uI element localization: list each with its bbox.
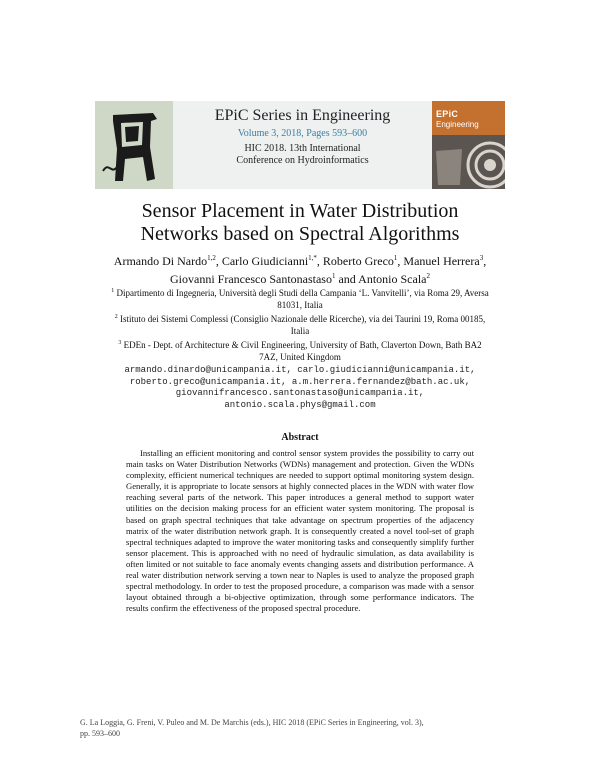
email-line[interactable]: roberto.greco@unicampania.it, a.m.herrera.fernandez@bath.ac.uk, [129, 376, 471, 387]
citation-footer [80, 717, 520, 739]
abstract-text: Installing an efficient monitoring and control sensor system provides the possibility to carry out main tasks on Water Distribution Networks (WDNs) management and protection. Given the WDNs complexity, efficient numerical techniques are needed to support optimal monitoring system design. Generally, it is appropriate to locate sensors at highly connected places in the WDN with water flow reaching several parts of the network. This paper introduces a general method to support water utilities on the decision making process for an efficient water system monitoring. The proposal is based on graph spectral techniques that take advantage on spectrum properties of the adjacency matrix of the water distribution network graph. It is consequently created a novel tool-set of graph spectral techniques adapted to improve the water monitoring tasks and consequently simplify further sensor placement. This is approached with no need of hydraulic simulation, as data availability is often limited or not suitable to face anomaly events changing assets and distribution performance. A real water distribution network serving a town near to Naples is used to analyze the proposed graph spectral methodology. In order to test the proposed procedure, a comparison was made with a sensor layout obtained through a bi-objective optimization, through some performance indicators. The results confirm the effectiveness of the proposed spectral procedure. [126, 448, 474, 614]
author-affiliation-mark: 3 [479, 254, 484, 262]
abstract-heading: Abstract [281, 432, 319, 443]
conference-name [175, 143, 430, 167]
affiliation-list [110, 286, 490, 364]
affiliation-text: Istituto dei Sistemi Complessi (Consiglio Nazionale delle Ricerche), via dei Taurini 19, Roma 00185, Italia [120, 314, 486, 336]
author-affiliation-mark: 1,* [308, 254, 317, 262]
affiliation-number: 1 [111, 288, 115, 294]
email-line[interactable]: antonio.scala.phys@gmail.com [224, 399, 376, 410]
epic-chair-logo-icon [95, 101, 173, 189]
conference-line-1: HIC 2018. 13th International [244, 143, 361, 154]
affiliation [110, 286, 490, 311]
author-name: Armando Di Nardo [113, 254, 208, 268]
citation-line-2: pp. 593–600 [80, 729, 120, 738]
paper-title-line-2: Networks based on Spectral Algorithms [140, 223, 460, 245]
affiliation [110, 312, 490, 337]
author-name: Antonio Scala [358, 272, 427, 286]
author-emails [120, 365, 480, 411]
author-name: Manuel Herrera [403, 254, 480, 268]
author-name: Giovanni Francesco Santonastaso [170, 272, 332, 286]
author-affiliation-mark: 1 [331, 272, 336, 280]
conference-line-2: Conference on Hydroinformatics [236, 155, 369, 166]
author-affiliation-mark: 1,2 [207, 254, 216, 262]
affiliation [110, 338, 490, 363]
author-name: Carlo Giudicianni [221, 254, 309, 268]
paper-title [80, 200, 520, 246]
citation-line-1: G. La Loggia, G. Freni, V. Puleo and M. De Marchis (eds.), HIC 2018 (EPiC Series in Engineering, vol. 3), [80, 718, 424, 727]
affiliation-text: Dipartimento di Ingegneria, Università degli Studi della Campania ‘L. Vanvitelli’, via Roma 29, Aversa 81031, Italia [116, 288, 489, 310]
chair-logo-graphic [95, 101, 173, 189]
author-affiliation-mark: 2 [426, 272, 430, 280]
affiliation-number: 3 [118, 340, 122, 346]
badge-title: EPiC [436, 109, 459, 119]
email-line[interactable]: giovannifrancesco.santonastaso@unicampania.it, [175, 388, 425, 398]
series-title: EPiC Series in Engineering [214, 107, 391, 124]
author-list: Armando Di Nardo$^{1,2}$, Carlo Giudicianni$^{1,*}$, Roberto Greco$^1$, Manuel Herrera$^3$, Giovanni Francesco Santonastaso$^1$ and Antonio Scala$^2$ [113, 254, 487, 286]
author-affiliation-mark: 1 [393, 254, 398, 262]
series-volume-link[interactable]: Volume 3, 2018, Pages 593–600 [237, 128, 368, 139]
email-line[interactable]: armando.dinardo@unicampania.it, carlo.giudicianni@unicampania.it, [124, 365, 476, 375]
author-name: Roberto Greco [322, 254, 394, 268]
badge-subtitle: Engineering [436, 120, 479, 129]
affiliation-text: EDEn - Dept. of Architecture & Civil Engineering, University of Bath, Claverton Down, Bath BA2 7AZ, United Kingdom [123, 340, 482, 362]
affiliation-number: 2 [114, 314, 118, 320]
paper-title-line-1: Sensor Placement in Water Distribution [141, 200, 459, 222]
